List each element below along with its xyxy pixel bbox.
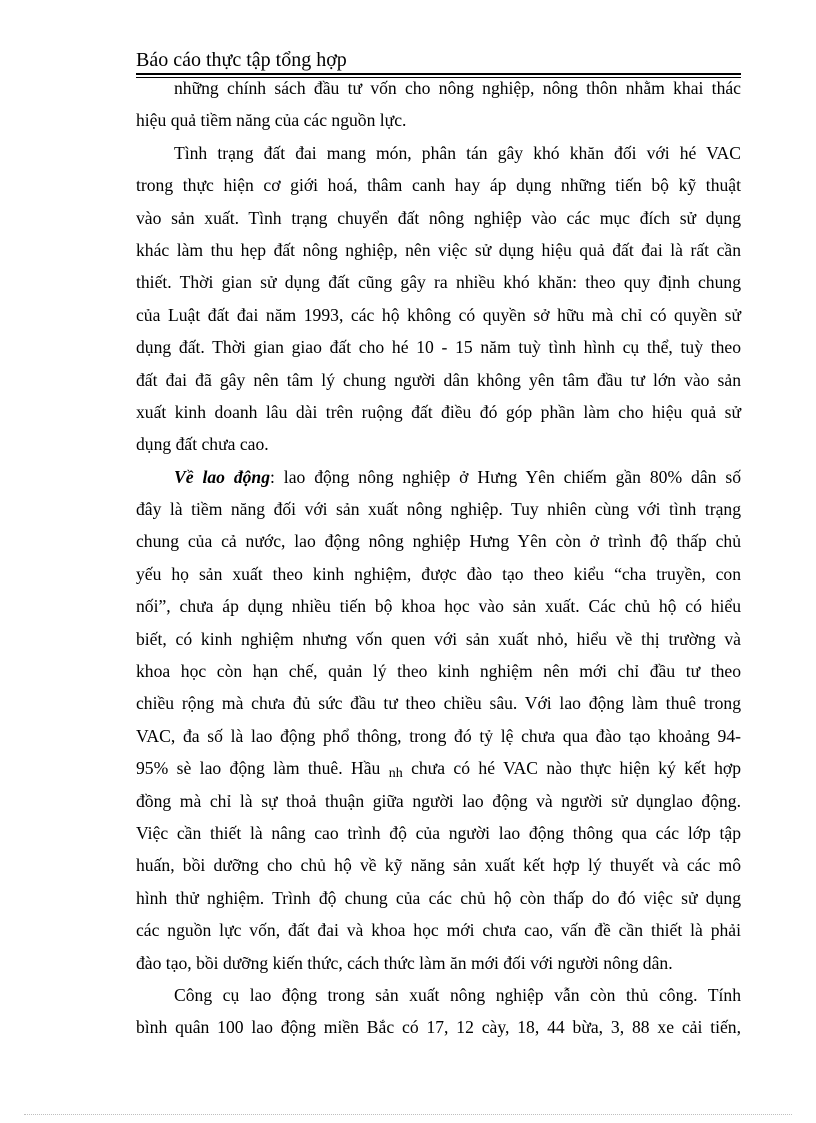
text-line: Công cụ lao động trong sản xuất nông nghiệp vẫn còn thủ công. Tính xyxy=(174,984,741,1005)
text-run: chưa có hé VAC nào thực hiện ký kết hợp xyxy=(402,758,741,779)
text-line: hiệu quả tiềm năng của các nguồn lực. xyxy=(136,110,407,131)
text-line: nối”, chưa áp dụng nhiều tiến bộ khoa học vào sản xuất. Các chủ hộ có hiểu xyxy=(136,596,741,617)
text-line: đất đai đã gây nên tâm lý chung người dân không yên tâm đầu tư lớn vào sản xyxy=(136,369,741,390)
text-line: chiều rộng mà chưa đủ sức đầu tư theo chiều sâu. Với lao động làm thuê trong xyxy=(136,693,741,714)
text-line: Tình trạng đất đai mang món, phân tán gây khó khăn đối với hé VAC xyxy=(174,142,741,163)
text-line: VAC, đa số là lao động phổ thông, trong đó tỷ lệ chưa qua đào tạo khoảng 94- xyxy=(136,725,741,746)
text-line: hình thử nghiệm. Trình độ chung của các chủ hộ còn thấp do đó việc sử dụng xyxy=(136,887,741,908)
text-line: đây là tiềm năng đối với sản xuất nông nghiệp. Tuy nhiên cùng với tình trạng xyxy=(136,499,741,520)
text-line xyxy=(136,461,741,493)
text-line: của Luật đất đai năm 1993, các hộ không có quyền sở hữu mà chỉ có quyền sử xyxy=(136,304,741,325)
text-line: khoa học còn hạn chế, quản lý theo kinh nghiệm nên mới chỉ đầu tư theo xyxy=(136,661,741,682)
text-line: Việc cần thiết là nâng cao trình độ của người lao động thông qua các lớp tập xyxy=(136,822,741,843)
text-run-small: nh xyxy=(388,766,403,782)
text-line: dụng đất chưa cao. xyxy=(136,434,269,455)
text-line: biết, có kinh nghiệm nhưng vốn quen với sản xuất nhỏ, hiểu về thị trường và xyxy=(136,628,741,649)
text-line: thiết. Thời gian sử dụng đất cũng gây ra nhiều khó khăn: theo quy định chung xyxy=(136,272,741,293)
text-line: bình quân 100 lao động miền Bắc có 17, 12 cày, 18, 44 bừa, 3, 88 xe cải tiến, xyxy=(136,1017,741,1038)
document-title: Báo cáo thực tập tổng hợp xyxy=(136,49,347,71)
text-line: yếu họ sản xuất theo kinh nghiệm, được đào tạo theo kiểu “cha truyền, con xyxy=(136,563,741,584)
text-run: : lao động nông nghiệp ở Hưng Yên chiếm gần 80% dân số xyxy=(270,466,741,487)
text-line: đồng mà chỉ là sự thoả thuận giữa người lao động và người sử dụnglao động. xyxy=(136,790,741,811)
text-line: đào tạo, bồi dưỡng kiến thức, cách thức làm ăn mới đối với người nông dân. xyxy=(136,952,673,973)
text-line: những chính sách đầu tư vốn cho nông nghiệp, nông thôn nhằm khai thác xyxy=(174,78,741,98)
text-line xyxy=(136,752,741,784)
page-bottom-border xyxy=(24,1114,792,1115)
text-line: dụng đất. Thời gian giao đất cho hé 10 - 15 năm tuỳ tình hình cụ thể, tuỳ theo xyxy=(136,337,741,358)
text-line: các nguồn lực vốn, đất đai và khoa học mới chưa cao, vấn đề cần thiết là phải xyxy=(136,920,741,941)
text-line: vào sản xuất. Tình trạng chuyển đất nông nghiệp vào các mục đích sử dụng xyxy=(136,207,741,228)
text-line: huấn, bồi dưỡng cho chủ hộ về kỹ năng sản xuất kết hợp lý thuyết và các mô xyxy=(136,855,741,876)
text-line: khác làm thu hẹp đất nông nghiệp, nên việc sử dụng hiệu quả đất đai là rất cần xyxy=(136,239,741,260)
document-body xyxy=(136,72,741,1044)
text-line: trong thực hiện cơ giới hoá, thâm canh hay áp dụng những tiến bộ kỹ thuật xyxy=(136,175,741,196)
text-run: 95% sè lao động làm thuê. Hầu xyxy=(136,758,389,779)
text-line: chung của cả nước, lao động nông nghiệp Hưng Yên còn ở trình độ thấp chủ xyxy=(136,531,741,552)
text-line: xuất kinh doanh lâu dài trên ruộng đất điều đó góp phần làm cho hiệu quả sử xyxy=(136,401,741,422)
section-heading: Về lao động xyxy=(174,466,271,487)
